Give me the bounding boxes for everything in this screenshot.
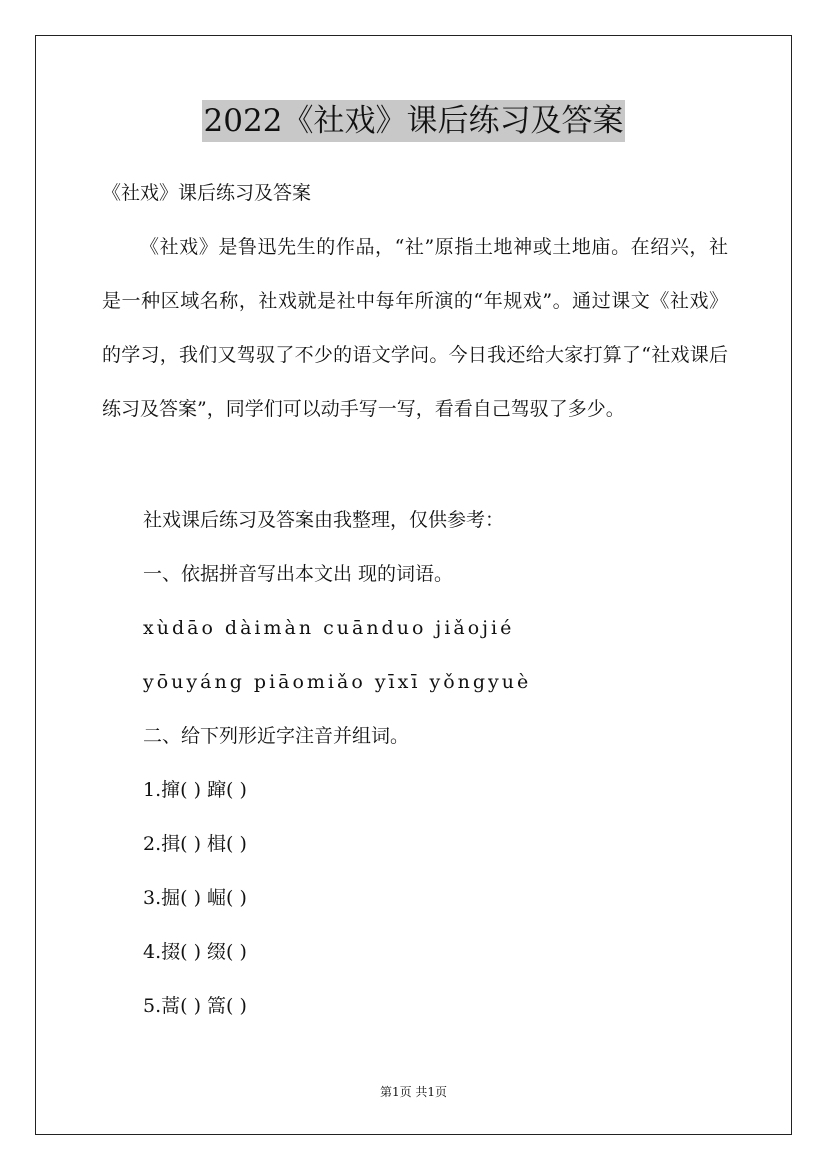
page-footer: 第1页 共1页 [379,1085,448,1099]
pinyin-line-2: yōuyáng piāomiǎo yīxī yǒngyuè [143,671,532,693]
intro-paragraph: 《社戏》是鲁迅先生的作品，“社”原指土地神或土地庙。在绍兴，社是一种区域名称，社戏就是社中每年所演的“年规戏”。通过课文《社戏》的学习，我们又驾驭了不少的语文学问。今日我还给大家打算了“社戏课后练习及答案”，同学们可以动手写一写，看看自己驾驭了多少。 [102,236,728,420]
pinyin-line-1: xùdāo dàimàn cuānduo jiǎojié [143,617,515,639]
list-item: 4.掇( ) 缀( ) [143,941,247,963]
list-item: 5.蒿( ) 篙( ) [143,995,247,1017]
document-title: 2022《社戏》课后练习及答案 [202,100,626,142]
list-item: 3.掘( ) 崛( ) [143,887,247,909]
title-container [0,100,827,142]
subtitle: 《社戏》课后练习及答案 [102,182,312,204]
note-line: 社戏课后练习及答案由我整理，仅供参考： [143,509,505,531]
list-item: 1.撺( ) 蹿( ) [143,779,247,801]
question-1: 一、依据拼音写出本文出 现的词语。 [143,563,454,585]
question-2: 二、给下列形近字注音并组词。 [143,725,410,747]
list-item: 2.揖( ) 楫( ) [143,833,247,855]
